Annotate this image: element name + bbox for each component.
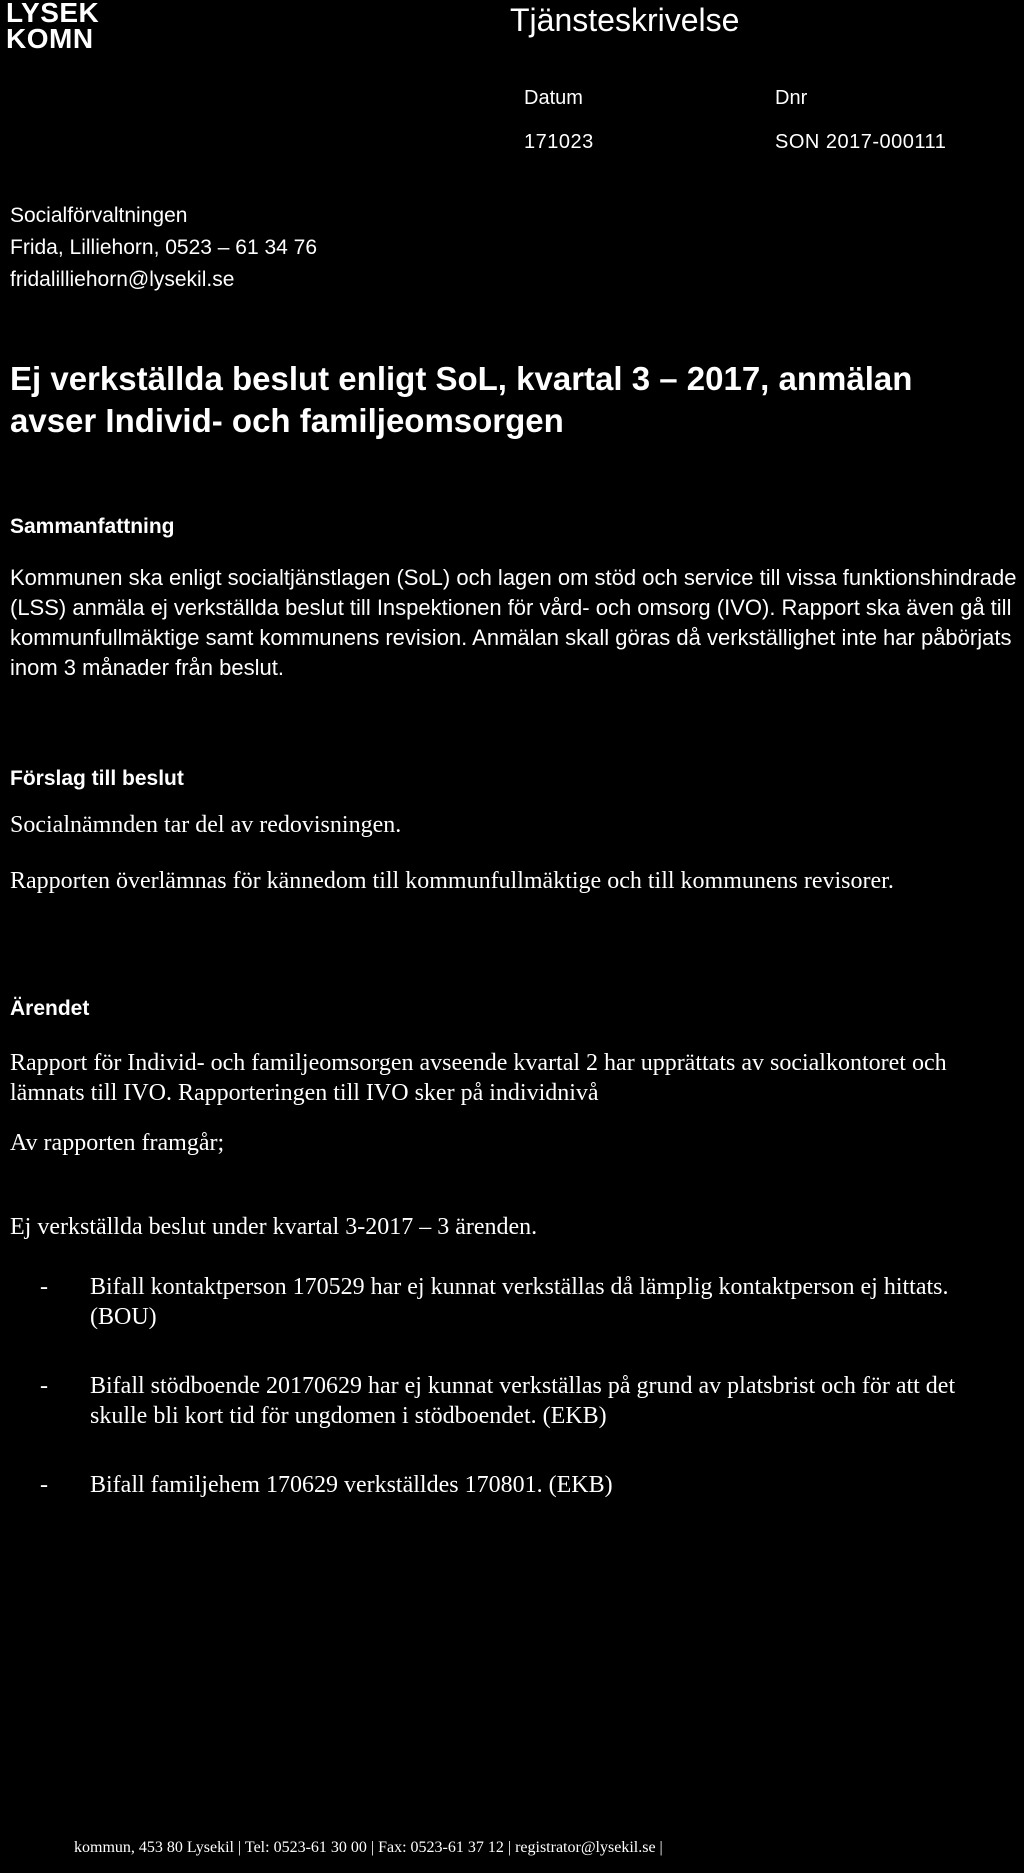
proposal-heading: Förslag till beslut (10, 767, 184, 790)
matter-item-list (40, 1272, 1010, 1539)
summary-text: Kommunen ska enligt socialtjänstlagen (SoL) och lagen om stöd och service till vissa funktionshindrade (LSS) anmäla ej verkställda beslut till Inspektionen för vård- och omsorg (IVO). Rapport ska även gå till kommunfullmäktige samt kommunens revision. Anmälan skall göras då verkställighet inte har påbörjats inom 3 månader från beslut. (10, 565, 1017, 680)
bullet-dash: - (40, 1472, 48, 1498)
list-item-text: Bifall kontaktperson 170529 har ej kunnat verkställas då lämplig kontaktperson ej hittats. (BOU) (90, 1274, 949, 1330)
page-footer: kommun, 453 80 Lysekil | Tel: 0523-61 30 00 | Fax: 0523-61 37 12 | registrator@lysekil.se | (74, 1839, 663, 1856)
matter-paragraph-1: Rapport för Individ- och familjeomsorgen avseende kvartal 2 har upprättats av socialkontoret och lämnats till IVO. Rapporteringen till IVO sker på individnivå (10, 1050, 947, 1106)
summary-heading: Sammanfattning (10, 515, 175, 538)
sender-department: Socialförvaltningen (10, 204, 188, 227)
matter-paragraph-2: Av rapporten framgår; (10, 1130, 225, 1156)
list-item (40, 1272, 1010, 1332)
list-item (40, 1371, 1010, 1431)
sender-email: fridalilliehorn@lysekil.se (10, 268, 235, 291)
logo-line-2: KOMN (6, 23, 94, 54)
municipality-logo (6, 0, 99, 52)
bullet-dash: - (40, 1274, 48, 1300)
matter-heading: Ärendet (10, 997, 90, 1020)
dnr-value: SON 2017-000111 (775, 131, 947, 153)
matter-paragraph-3: Ej verkställda beslut under kvartal 3-2017 – 3 ärenden. (10, 1214, 538, 1240)
list-item (40, 1470, 1010, 1500)
list-item-text: Bifall stödboende 20170629 har ej kunnat verkställas på grund av platsbrist och för att det skulle bli kort tid för ungdomen i stödboendet. (EKB) (90, 1373, 956, 1429)
dnr-label: Dnr (775, 87, 808, 109)
logo-line-1: LYSEK (6, 0, 100, 28)
document-type: Tjänsteskrivelse (510, 2, 740, 38)
sender-block (10, 200, 317, 296)
list-item-text: Bifall familjehem 170629 verkställdes 170801. (EKB) (90, 1472, 613, 1498)
date-value: 171023 (524, 131, 594, 153)
bullet-dash: - (40, 1373, 48, 1399)
proposal-paragraph-1: Socialnämnden tar del av redovisningen. (10, 812, 402, 838)
document-title: Ej verkställda beslut enligt SoL, kvartal 3 – 2017, anmälan avser Individ- och familjeomsorgen (10, 360, 913, 439)
sender-contact: Frida, Lilliehorn, 0523 – 61 34 76 (10, 236, 318, 259)
proposal-paragraph-2: Rapporten överlämnas för kännedom till kommunfullmäktige och till kommunens revisorer. (10, 868, 894, 894)
date-label: Datum (524, 87, 583, 109)
